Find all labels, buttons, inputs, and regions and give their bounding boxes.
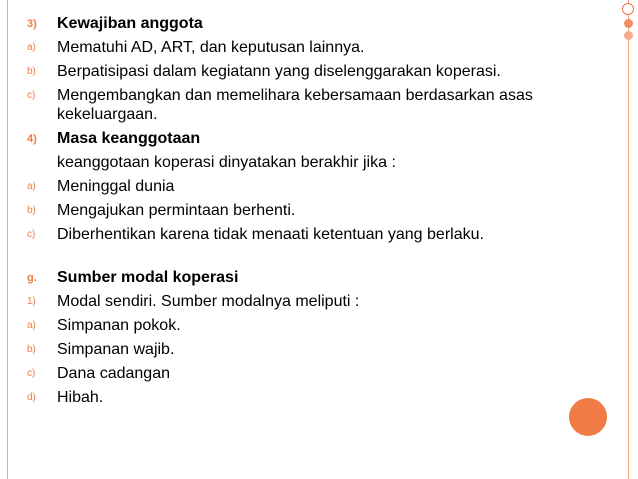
list-marker: b) — [27, 66, 36, 77]
list-item-heading-sumber — [27, 268, 607, 287]
list-item-heading-kewajiban — [27, 14, 607, 33]
list-marker: d) — [27, 392, 36, 403]
list-text: Hibah. — [57, 389, 104, 406]
list-marker: 3) — [27, 18, 37, 30]
list-text: Mematuhi AD, ART, dan keputusan lainnya. — [57, 39, 365, 56]
list-item — [27, 388, 607, 407]
list-item — [27, 62, 607, 81]
list-item — [27, 153, 607, 172]
list-text: keanggotaan koperasi dinyatakan berakhir jika : — [57, 154, 396, 171]
list-text: Meninggal dunia — [57, 178, 175, 195]
list-item — [27, 340, 607, 359]
list-heading: Sumber modal koperasi — [57, 269, 239, 286]
list-text: Simpanan pokok. — [57, 317, 181, 334]
list-marker: a) — [27, 42, 36, 53]
decorative-circle-dark — [624, 19, 633, 28]
list-item — [27, 225, 607, 244]
list-item — [27, 316, 607, 335]
list-marker — [27, 153, 57, 157]
list-marker: 4) — [27, 133, 37, 145]
list-marker: b) — [27, 344, 36, 355]
slide-frame-right-line — [628, 0, 629, 479]
slide-content — [27, 14, 607, 407]
list-text: Simpanan wajib. — [57, 341, 175, 358]
list-text: Mengembangkan dan memelihara kebersamaan berdasarkan asas kekeluargaan. — [57, 87, 533, 123]
list-text: Diberhentikan karena tidak menaati ketentuan yang berlaku. — [57, 226, 484, 243]
list-text: Berpatisipasi dalam kegiatann yang diselenggarakan koperasi. — [57, 63, 501, 80]
list-item — [27, 38, 607, 57]
list-marker: 1) — [27, 296, 36, 307]
list-item-heading-masa — [27, 129, 607, 148]
list-text: Mengajukan permintaan berhenti. — [57, 202, 296, 219]
list-heading: Kewajiban anggota — [57, 15, 203, 32]
slide-frame-left-line — [7, 0, 8, 479]
list-heading: Masa keanggotaan — [57, 130, 201, 147]
decorative-circle-outline — [622, 3, 634, 15]
list-marker: a) — [27, 320, 36, 331]
list-marker: b) — [27, 205, 36, 216]
list-marker: a) — [27, 181, 36, 192]
list-item — [27, 201, 607, 220]
list-item — [27, 292, 607, 311]
decorative-circle-light — [624, 31, 633, 40]
list-marker: c) — [27, 229, 36, 240]
list-text: Modal sendiri. Sumber modalnya meliputi : — [57, 293, 360, 310]
list-item — [27, 364, 607, 383]
list-item — [27, 86, 607, 124]
list-item — [27, 177, 607, 196]
list-marker: c) — [27, 368, 36, 379]
list-text: Dana cadangan — [57, 365, 170, 382]
list-marker: g. — [27, 272, 37, 284]
list-marker: c) — [27, 90, 36, 101]
